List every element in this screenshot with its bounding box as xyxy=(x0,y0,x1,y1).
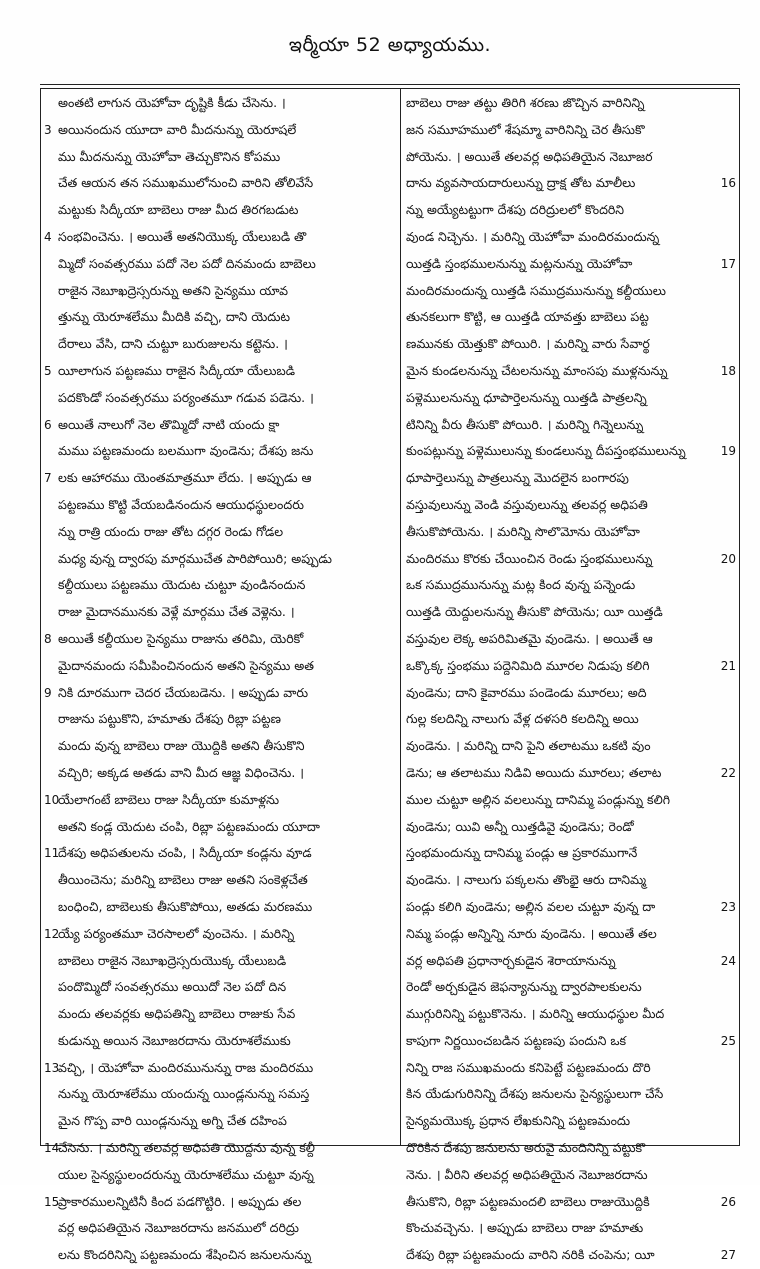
text-line xyxy=(44,1108,394,1135)
line-text: లకు ఆహారము యెంతమాత్రమూ లేదు. । అప్పుడు ఆ xyxy=(58,470,312,486)
text-line xyxy=(406,948,736,975)
text-line xyxy=(406,787,736,814)
line-text: వర్ల అధిపతియైన నెబూజరదాను జనములో దరిద్రు xyxy=(58,1220,300,1236)
verse-number: 20 xyxy=(720,551,736,566)
text-line xyxy=(44,894,394,921)
text-line xyxy=(406,867,736,894)
line-text: దొరికిన దేశపు జనులను అరువై మందినిన్ని పట్టుకొ xyxy=(406,1140,646,1156)
text-line xyxy=(44,438,394,465)
line-text: రాజైన నెబూఖద్రెస్సరున్ను అతని సైన్యము యావ xyxy=(58,282,288,298)
line-text: పండ్లు కలిగి వుండెను; అల్లిన వలల చుట్టూ వున్న దా xyxy=(406,898,656,914)
line-text: పట్టణము కొట్టి వేయబడినందున ఆయుధస్థులందరు xyxy=(58,496,304,512)
line-text: దేశపు రిబ్లా పట్టణమందు వారిని నరికి చంపెను; యీ xyxy=(406,1247,655,1263)
verse-number: 7 xyxy=(44,471,52,486)
verse-number: 8 xyxy=(44,631,52,646)
verse-number: 13 xyxy=(44,1060,60,1075)
text-line xyxy=(44,733,394,760)
line-text: మైన కుండలనున్ను చేటలనున్ను మాంసపు ముళ్లనున్ను xyxy=(406,362,668,378)
line-text: తీసుకొపోయెను. । మరిన్ని సొలొమోను యెహోవా xyxy=(406,523,640,539)
line-text: నెను. । వీరిని తలవర్ల అధిపతియైన నెబూజరదాను xyxy=(406,1166,648,1182)
line-text: వుండెను; యివి అన్నీ యిత్తడివై వుండెను; రెండో xyxy=(406,818,634,834)
text-line xyxy=(406,653,736,680)
text-line xyxy=(44,706,394,733)
line-text: రాజు మైదానమునకు వెళ్లే మార్గము చేత వెళ్లెను. । xyxy=(58,604,295,620)
line-text: వుండెను; దాని కైవారము పండెండు మూరలు; అది xyxy=(406,684,647,700)
text-line xyxy=(44,304,394,331)
line-text: నిన్ని రాజ సముఖమందు కనిపెట్టే పట్టణమందు దొరి xyxy=(406,1059,651,1075)
text-line xyxy=(44,1055,394,1082)
line-text: మైదానమందు సమీపించినందున అతని సైన్యము అత xyxy=(58,657,314,673)
line-text: తునకలుగా కొట్టి, ఆ యిత్తడి యావత్తు బాబెలు పట్ట xyxy=(406,309,649,325)
line-text: వచ్చిరి; అక్కడ అతడు వాని మీద ఆజ్ఞ విధించెను. । xyxy=(58,764,305,780)
text-line xyxy=(44,465,394,492)
text-line xyxy=(406,170,736,197)
verse-number: 3 xyxy=(44,122,52,137)
verse-number: 11 xyxy=(44,846,60,861)
text-line xyxy=(406,117,736,144)
text-line xyxy=(44,331,394,358)
line-text: వుండెను. । మరిన్ని దాని పైని తలాటము ఒకటి వుం xyxy=(406,738,651,754)
line-text: ఒక సముద్రమునున్ను మట్ల కింద వున్న పన్నెండు xyxy=(406,577,636,593)
text-line xyxy=(44,278,394,305)
text-line xyxy=(406,1055,736,1082)
verse-number: 24 xyxy=(720,953,736,968)
bottom-margin xyxy=(40,1146,740,1185)
line-text: మ్మిదో సంవత్సరము పదో నెల పదో దినమందు బాబెలు xyxy=(58,255,316,271)
text-line xyxy=(406,412,736,439)
text-line xyxy=(44,144,394,171)
verse-number: 12 xyxy=(44,926,60,941)
page-header xyxy=(40,20,740,70)
verse-number: 5 xyxy=(44,363,52,378)
text-line xyxy=(406,90,736,117)
verse-number: 18 xyxy=(720,363,736,378)
line-text: అయినందున యూదా వారి మీదనున్ను యెరూషలే xyxy=(58,121,297,137)
line-text: ప్రాకారములన్నిటినీ కింద పడగొట్టిరి. । అప్పుడు తల xyxy=(58,1193,302,1209)
line-text: వుండెను. । నాలుగు పక్కలను తొంభై ఆరు దానిమ్మ xyxy=(406,872,647,888)
line-text: మధ్య వున్న ద్వారపు మార్గముచేత పారిపోయిరి; అప్పుడు xyxy=(58,550,332,566)
text-line xyxy=(406,1028,736,1055)
line-text: కుడున్ను అయిన నెబూజరదాను యెరూశలేముకు xyxy=(58,1032,291,1048)
line-text: మము పట్టణమందు బలముగా వుండెను; దేశపు జను xyxy=(58,443,314,459)
line-text: బాబెలు రాజైన నెబూఖద్రెస్సరుయొక్క యేలుబడి xyxy=(58,952,287,968)
text-line xyxy=(406,680,736,707)
line-text: పళ్లెములనున్ను ధూపార్తెలనున్ను యిత్తడి పాత్రలన్ని xyxy=(406,389,647,405)
verse-number: 27 xyxy=(720,1248,736,1263)
line-text: యేలాగంటే బాబెలు రాజు సిద్కీయా కుమాళ్లను xyxy=(58,791,280,807)
line-text: దాను వ్యవసాయదారులున్ను ద్రాక్ష తోట మాలీలు xyxy=(406,175,636,191)
text-line xyxy=(44,117,394,144)
text-line xyxy=(406,358,736,385)
text-line xyxy=(44,653,394,680)
text-line xyxy=(406,546,736,573)
line-text: మందిరమందున్న యిత్తడి సముద్రమునున్ను కల్దీయులు xyxy=(406,282,666,298)
line-text: మందు తలవర్లకు అధిపతిన్ని బాబెలు రాజుకు సేవ xyxy=(58,1006,296,1022)
line-text: మైన గొప్ప వారి యిండ్లనున్ను అగ్ని చేత దహింప xyxy=(58,1113,287,1129)
line-text: గుల్ల కలదిన్ని నాలుగు వేళ్ల దళసరి కలదిన్ని అయి xyxy=(406,711,639,727)
verse-number: 14 xyxy=(44,1141,60,1156)
text-line xyxy=(44,760,394,787)
line-text: చేత ఆయన తన సముఖములోనుంచి వారిని తోలివేసే xyxy=(58,175,314,191)
text-line xyxy=(44,921,394,948)
line-text: వుండ నిచ్చెను. । మరిన్ని యెహోవా మందిరమందున్న xyxy=(406,228,660,244)
text-line xyxy=(406,572,736,599)
line-text: తీయించెను; మరిన్ని బాబెలు రాజు అతని సంకెళ్లచేత xyxy=(58,872,308,888)
line-text: టినిన్ని వీరు తీసుకొ పోయిరి. । మరిన్ని గిన్నెలున్ను xyxy=(406,416,644,432)
text-line xyxy=(406,921,736,948)
text-line xyxy=(406,894,736,921)
line-text: యీలాగున పట్టణము రాజైన సిద్కీయా యేలుబడి xyxy=(58,362,296,378)
text-line xyxy=(406,1081,736,1108)
text-line xyxy=(406,760,736,787)
text-line xyxy=(44,948,394,975)
text-line xyxy=(44,412,394,439)
text-line xyxy=(406,385,736,412)
text-line xyxy=(44,358,394,385)
text-line xyxy=(406,1189,736,1216)
text-line xyxy=(406,144,736,171)
line-text: తీసుకొని, రిబ్లా పట్టణమందలి బాబెలు రాజుయొద్దికి xyxy=(406,1193,650,1209)
text-line xyxy=(44,1215,394,1242)
line-text: పదకొండో సంవత్సరము పర్యంతమూ గడువ పడెను. । xyxy=(58,389,314,405)
text-line xyxy=(44,492,394,519)
verse-number: 23 xyxy=(720,899,736,914)
text-line xyxy=(406,331,736,358)
line-text: ఒక్కొక్క స్తంభము పద్దెనిమిది మూరల నిడుపు కలిగి xyxy=(406,657,650,673)
text-line xyxy=(44,1081,394,1108)
text-line xyxy=(406,278,736,305)
line-text: ణమునకు యెత్తుకొ పోయిరి. । మరిన్ని వారు సేవార్థ xyxy=(406,336,650,352)
text-line xyxy=(406,304,736,331)
text-line xyxy=(406,1242,736,1269)
text-line xyxy=(44,867,394,894)
text-line xyxy=(406,706,736,733)
line-text: యిత్తడి యెద్దులనున్ను తీసుకొ పోయెను; యీ యిత్తడి xyxy=(406,604,663,620)
text-line xyxy=(406,626,736,653)
line-text: చేసెను. । మరిన్ని తలవర్ల అధిపతి యొద్దను వున్న కల్దీ xyxy=(58,1140,315,1156)
column-divider xyxy=(400,88,401,1146)
text-line xyxy=(406,197,736,224)
verse-number: 26 xyxy=(720,1194,736,1209)
line-text: మందిరము కొరకు చేయించిన రెండు స్తంభములున్ను xyxy=(406,550,653,566)
text-line xyxy=(406,492,736,519)
text-line xyxy=(406,1215,736,1242)
verse-number: 21 xyxy=(720,658,736,673)
verse-number: 15 xyxy=(44,1194,60,1209)
line-text: కొంచువచ్చెను. । అప్పుడు బాబెలు రాజు హమాతు xyxy=(406,1220,644,1236)
text-line xyxy=(44,224,394,251)
text-line xyxy=(44,90,394,117)
line-text: సైన్యమయొక్క ప్రధాన లేఖకునిన్ని పట్టణమందు xyxy=(406,1113,631,1129)
line-text: జన సమూహములో శేషమ్మా వారినిన్ని చెర తీసుకొ xyxy=(406,121,645,137)
text-line xyxy=(44,814,394,841)
text-line xyxy=(44,1028,394,1055)
line-text: లను కొందరినిన్ని పట్టణమందు శేషించిన జనులనున్ను xyxy=(58,1247,312,1263)
line-text: న్ను అయ్యేటట్టుగా దేశపు దరిద్రులలో కొందరిని xyxy=(406,202,625,218)
text-line xyxy=(44,599,394,626)
verse-number: 25 xyxy=(720,1033,736,1048)
line-text: యిత్తడి స్తంభములనున్ను మట్లనున్ను యెహోవా xyxy=(406,255,633,271)
line-text: బంధించి, బాబెలుకు తీసుకొపోయి, అతడు మరణము xyxy=(58,898,313,914)
line-text: మందు వున్న బాబెలు రాజు యొద్దికి అతని తీసుకొని xyxy=(58,738,305,754)
line-text: వర్ల అధిపతి ప్రధానార్చకుడైన శెరాయానున్ను xyxy=(406,952,616,968)
line-text: వచ్చి, । యెహోవా మందిరమునున్ను రాజ మందిరము xyxy=(58,1059,314,1075)
line-text: యుల సైన్యస్థులందరున్ను యెరూశలేము చుట్టూ వున్న xyxy=(58,1166,314,1182)
line-text: ముగ్గురినిన్ని పట్టుకొనెను. । మరిన్ని ఆయుధస్థుల మీద xyxy=(406,1006,665,1022)
line-text: రెండో అర్చకుడైన జెఫన్యానున్ను ద్వారపాలకులను xyxy=(406,979,642,995)
line-text: దేశపు అధిపతులను చంపి, । సిద్కీయా కండ్లను వూడ xyxy=(58,845,312,861)
verse-number: 19 xyxy=(720,444,736,459)
verse-number: 22 xyxy=(720,765,736,780)
line-text: వస్తువుల లెక్క అపరిమితమై వుండెను. । అయితే ఆ xyxy=(406,630,653,646)
text-line xyxy=(44,1001,394,1028)
line-text: స్తంభమందున్ను దానిమ్మ పండ్లు ఆ ప్రకారముగానే xyxy=(406,845,638,861)
text-line xyxy=(44,1189,394,1216)
line-text: పందొమ్మిదో సంవత్సరము అయిదో నెల పదో దిన xyxy=(58,979,287,995)
text-line xyxy=(44,680,394,707)
line-text: రాజును పట్టుకొని, హమాతు దేశపు రిబ్లా పట్టణ xyxy=(58,711,282,727)
text-line xyxy=(406,465,736,492)
line-text: సంభవించెను. । అయితే అతనియొక్క యేలుబడి తొ xyxy=(58,228,307,244)
line-text: ముల చుట్టూ అల్లిన వలలున్ను దానిమ్మ పండ్లున్ను కలిగి xyxy=(406,791,671,807)
text-line xyxy=(406,438,736,465)
text-line xyxy=(44,251,394,278)
verse-number: 10 xyxy=(44,792,60,807)
verse-number: 6 xyxy=(44,417,52,432)
verse-number: 17 xyxy=(720,256,736,271)
text-line xyxy=(44,787,394,814)
text-line xyxy=(406,224,736,251)
line-text: య్యే పర్యంతమూ చెరసాలలో వుంచెను. । మరిన్ని xyxy=(58,925,295,941)
line-text: పోయెను. । అయితే తలవర్ల అధిపతియైన నెబూజర xyxy=(406,148,653,164)
line-text: త్తున్ను యెరూశలేము మీదికి వచ్చి, దాని యెదుట xyxy=(58,309,291,325)
text-line xyxy=(44,626,394,653)
verse-number: 9 xyxy=(44,685,52,700)
text-line xyxy=(44,840,394,867)
text-line xyxy=(406,733,736,760)
line-text: అయితే కల్దీయుల సైన్యము రాజును తరిమి, యెరికో xyxy=(58,630,304,646)
text-line xyxy=(44,519,394,546)
text-line xyxy=(44,974,394,1001)
line-text: అయితే నాలుగో నెల తొమ్మిదో నాటి యందు క్షా xyxy=(58,416,280,432)
line-text: ము మీదనున్ను యెహోవా తెచ్చుకొనిన కోపము xyxy=(58,148,281,164)
header-rule xyxy=(40,84,740,85)
line-text: నికి దూరముగా చెదర చేయబడెను. । అప్పుడు వారు xyxy=(58,684,309,700)
text-line xyxy=(44,385,394,412)
left-column xyxy=(44,90,394,1263)
line-text: అతని కండ్ల యెదుట చంపి, రిబ్లా పట్టణమందు యూదా xyxy=(58,818,320,834)
line-text: కాపుగా నిర్ణయించబడిన పట్టణపు పందుని ఒక xyxy=(406,1032,626,1048)
text-line xyxy=(406,840,736,867)
verse-number: 16 xyxy=(720,176,736,191)
line-text: దేరాలు వేసి, దాని చుట్టూ బురుజులను కట్టెను. । xyxy=(58,336,288,352)
line-text: మట్టుకు సిద్కీయా బాబెలు రాజు మీద తిరగబడుట xyxy=(58,202,299,218)
line-text: ధూపార్తెలున్ను పాత్రలున్ను మొదలైన బంగారపు xyxy=(406,470,629,486)
line-text: అంతటి లాగున యెహోవా దృష్టికి కీడు చేసెను. । xyxy=(58,95,286,110)
line-text: నున్ను యెరూశలేము యందున్న యిండ్లనున్ను సమస్త xyxy=(58,1086,310,1102)
text-line xyxy=(44,1242,394,1269)
text-line xyxy=(406,251,736,278)
line-text: నిమ్మ పండ్లు అన్నిన్ని నూరు వుండెను. । అయితే తల xyxy=(406,925,657,941)
text-line xyxy=(406,974,736,1001)
chapter-title: ఇర్మీయా 52 అధ్యాయము. xyxy=(288,34,492,56)
text-line xyxy=(406,599,736,626)
right-column xyxy=(406,90,736,1263)
line-text: బాబెలు రాజు తట్టు తిరిగి శరణు జొచ్చిన వారినిన్ని xyxy=(406,95,645,110)
line-text: కల్దీయులు పట్టణము యెదుట చుట్టూ వుండినందున xyxy=(58,577,306,593)
verse-number: 4 xyxy=(44,229,52,244)
text-line xyxy=(406,519,736,546)
text-line xyxy=(406,814,736,841)
text-line xyxy=(406,1001,736,1028)
line-text: న్ను రాత్రి యందు రాజు తోట దగ్గర రెండు గోడల xyxy=(58,523,284,539)
line-text: కిన యేడుగురినిన్ని దేశపు జనులను సైన్యస్థులుగా చేసే xyxy=(406,1086,664,1102)
text-line xyxy=(44,197,394,224)
text-line xyxy=(44,572,394,599)
text-line xyxy=(44,170,394,197)
line-text: వస్తువులున్ను వెండి వస్తువులున్ను తలవర్ల అధిపతి xyxy=(406,496,648,512)
line-text: కుంపట్లున్ను పళ్లెములున్ను కుండలున్ను దీపస్తంభములున్ను xyxy=(406,443,686,459)
text-line xyxy=(406,1108,736,1135)
text-line xyxy=(44,546,394,573)
line-text: డెను; ఆ తలాటము నిడివి అయిదు మూరలు; తలాట xyxy=(406,764,662,780)
